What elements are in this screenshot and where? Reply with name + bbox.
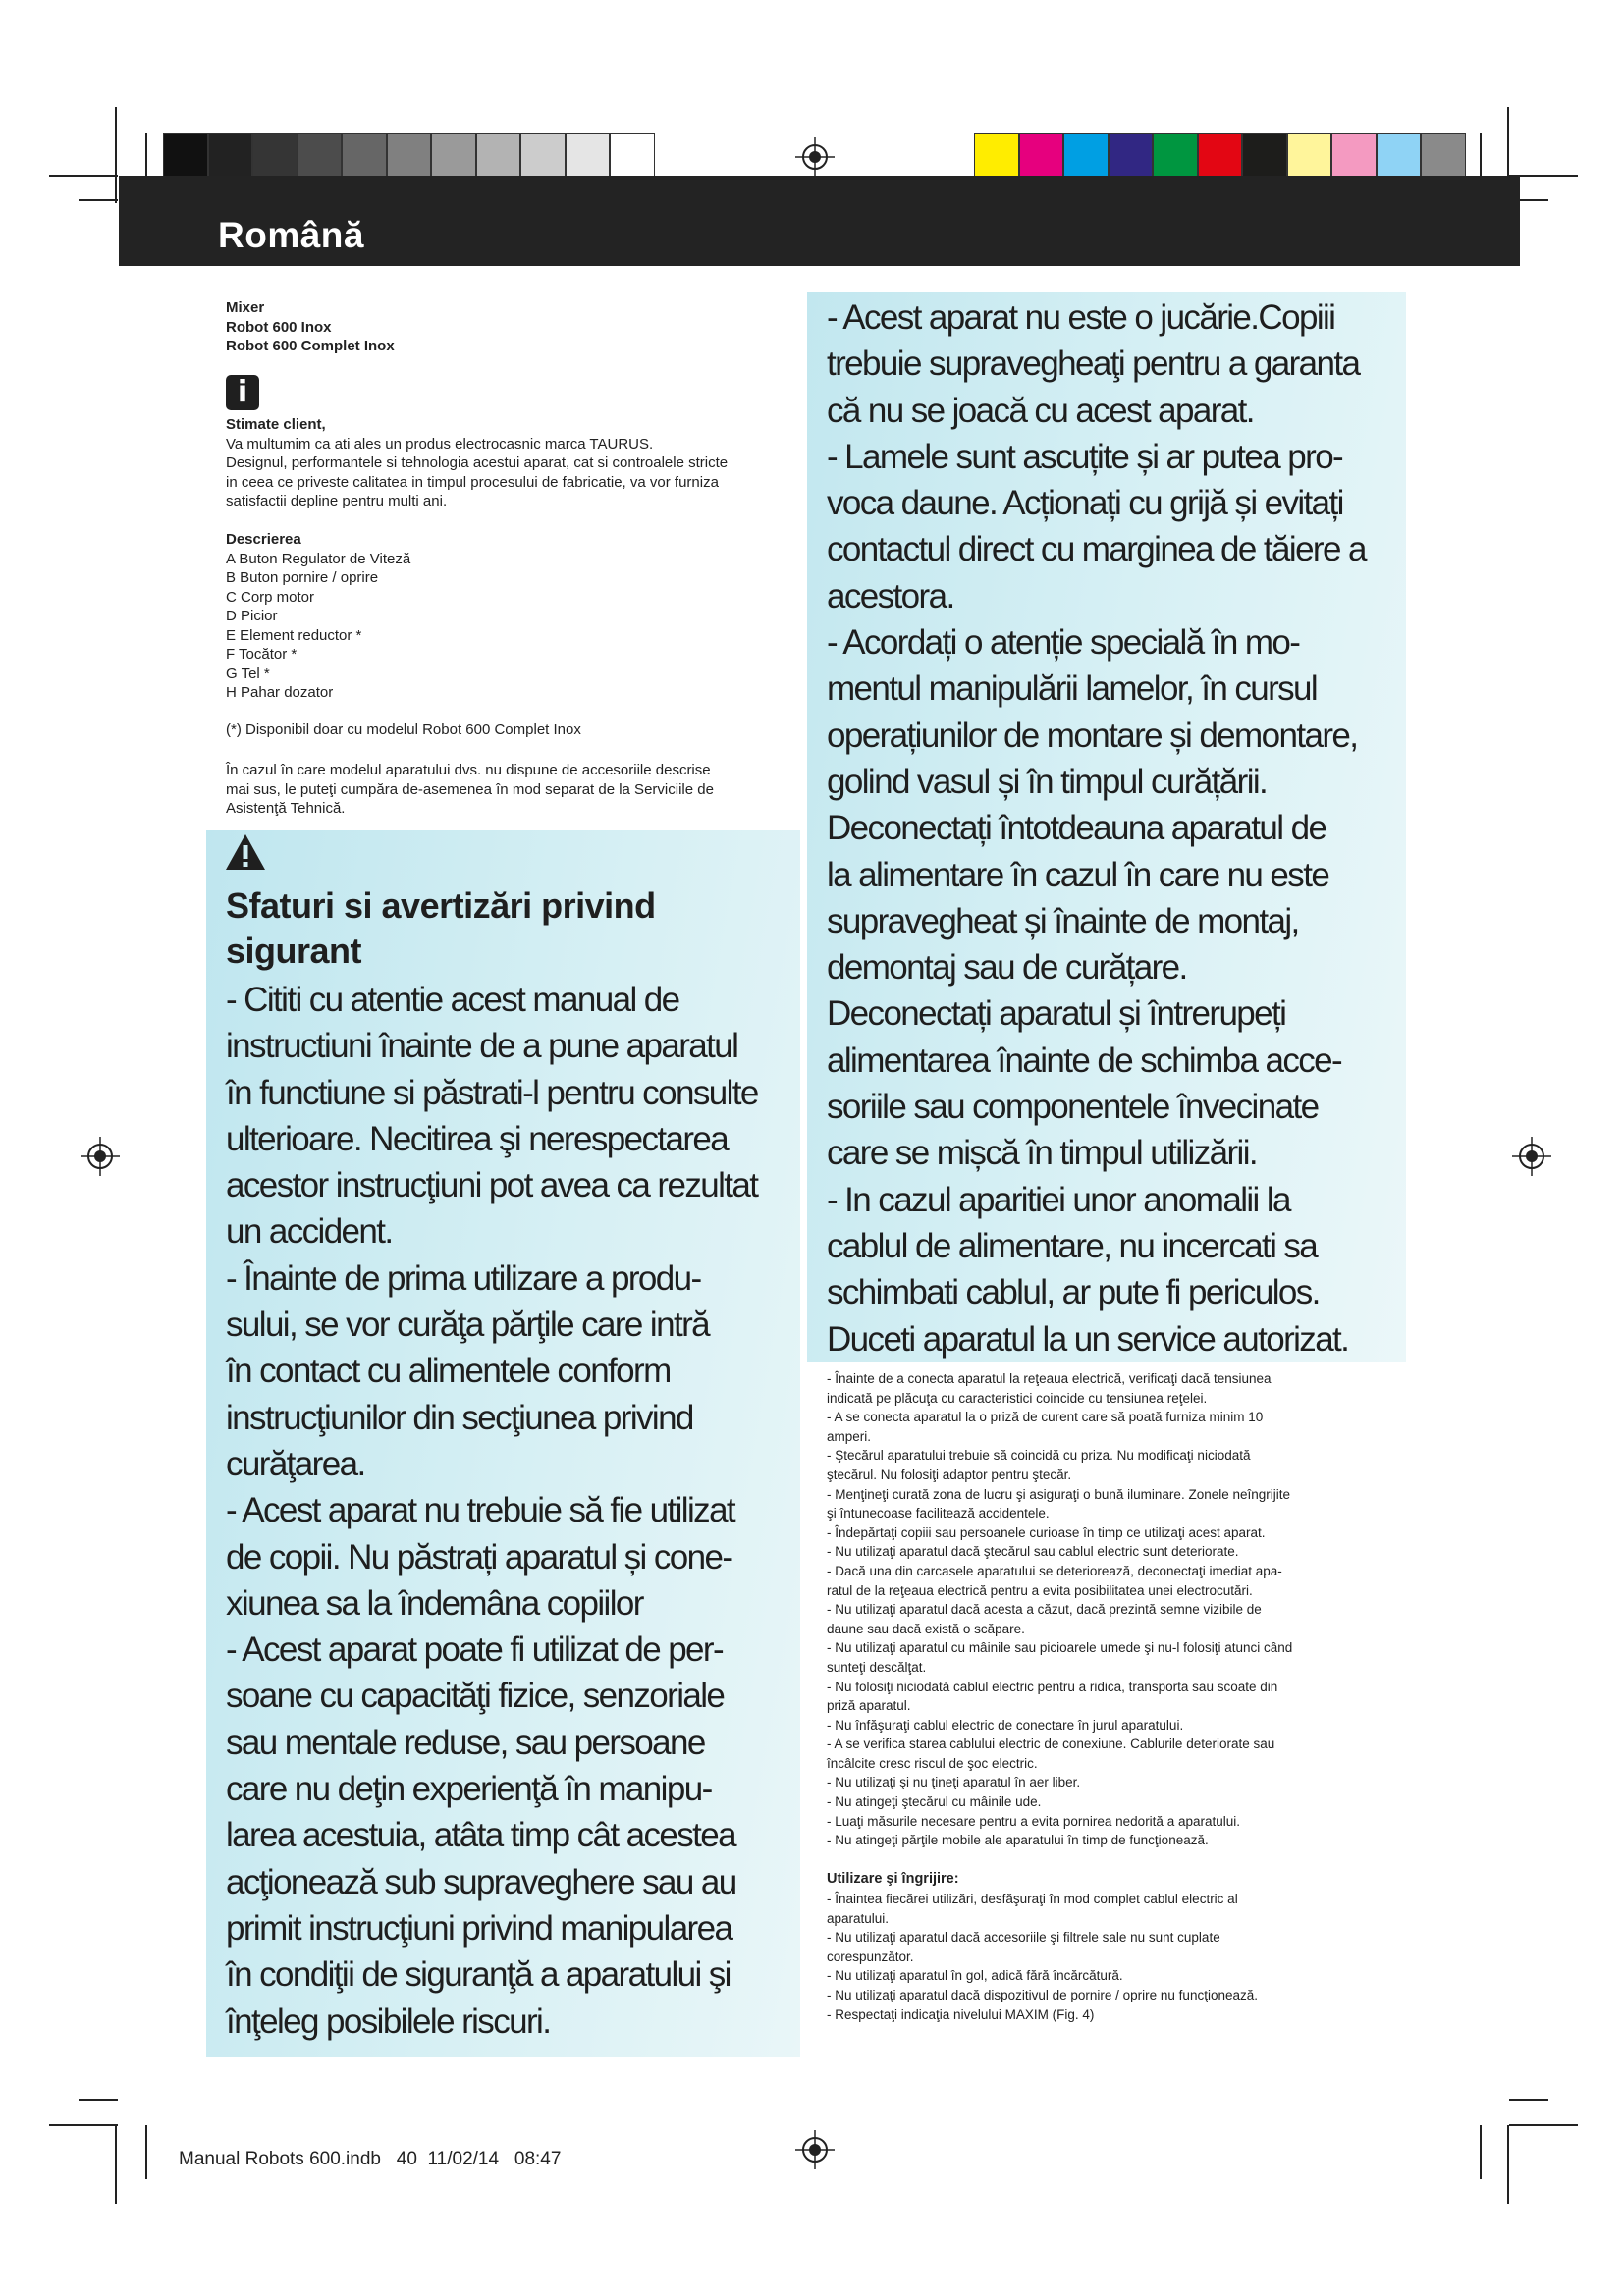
safety-line: mentul manipulării lamelor, în cursul	[827, 669, 1318, 709]
safety-line: Duceti aparatul la un service autorizat.	[827, 1319, 1349, 1359]
color-swatch	[477, 134, 520, 179]
usage-line: aparatului.	[827, 1910, 890, 1926]
safety-line: supravegheat și înainte de montaj,	[827, 901, 1299, 940]
note-line: Asistenţă Tehnică.	[226, 800, 346, 817]
warning-line: - Nu atingeţi părţile mobile ale aparatului în timp de funcţionează.	[827, 1833, 1209, 1848]
warning-line: - Ştecărul aparatului trebuie să coincidă cu priza. Nu modificaţi niciodată	[827, 1448, 1251, 1464]
safety-line: demontaj sau de curățare.	[827, 948, 1187, 988]
warning-line: - Înainte de a conecta aparatul la reţeaua electrică, verificaţi dacă tensiunea	[827, 1371, 1272, 1386]
safety-line: - Acest aparat nu trebuie să fie utilizat	[226, 1491, 735, 1530]
safety-line: contactul direct cu marginea de tăiere a	[827, 530, 1366, 569]
safety-line: de copii. Nu păstrați aparatul și cone-	[226, 1537, 732, 1576]
safety-line: care se mișcă în timpul utilizării.	[827, 1134, 1258, 1173]
warning-line: încâlcite cresc riscul de şoc electric.	[827, 1755, 1038, 1771]
warning-line: ratul de la reţeaua electrică pentru a evita posibilitatea unei electrocutări.	[827, 1582, 1253, 1598]
color-swatch	[388, 134, 431, 179]
color-swatch	[1378, 134, 1421, 179]
color-swatch	[1243, 134, 1286, 179]
section-title: Română	[218, 215, 364, 255]
usage-line: corespunzător.	[827, 1949, 914, 1964]
usage-list	[827, 1890, 1258, 2024]
safety-line: instructiuni înainte de a pune aparatul	[226, 1027, 738, 1066]
description-item: G Tel *	[226, 665, 270, 682]
usage-line: - Nu utilizaţi aparatul dacă accesoriile şi filtrele sale nu sunt cuplate	[827, 1930, 1220, 1946]
warning-line: - Dacă una din carcasele aparatului se deteriorează, deconectaţi imediat apa-	[827, 1563, 1282, 1578]
safety-line: sului, se vor curăţa părţile care intră	[226, 1306, 710, 1345]
color-swatch	[1110, 134, 1153, 179]
safety-line: operațiunilor de montare și demontare,	[827, 716, 1358, 755]
safety-line: - Acest aparat nu este o jucărie.Copiii	[827, 298, 1335, 337]
description-footnote: (*) Disponibil doar cu modelul Robot 600 Complet Inox	[226, 721, 581, 738]
warning-line: - Luaţi măsurile necesare pentru a evita pornirea nedorită a aparatului.	[827, 1813, 1240, 1829]
usage-line: - Nu utilizaţi aparatul dacă dispozitivul de pornire / oprire nu funcţionează.	[827, 1987, 1258, 2002]
crop-mark	[79, 199, 118, 201]
description-item: F Tocător *	[226, 646, 298, 663]
section-header	[119, 176, 1520, 266]
safety-line: alimentarea înainte de schimba acce-	[827, 1041, 1342, 1080]
warning-line: amperi.	[827, 1428, 872, 1444]
accessories-note	[226, 761, 714, 819]
color-swatch	[1064, 134, 1108, 179]
safety-text-right	[827, 294, 1366, 1362]
safety-line: acţionează sub supraveghere sau au	[226, 1862, 736, 1901]
warning-line: - Nu atingeţi ştecărul cu mâinile ude.	[827, 1794, 1042, 1810]
intro-line: satisfactii depline pentru multi ani.	[226, 493, 448, 509]
description-block	[226, 530, 410, 703]
safety-line: soane cu capacităţi fizice, senzoriale	[226, 1677, 725, 1716]
safety-line: - Acordați o atenție specială în mo-	[827, 623, 1300, 663]
safety-line: - Acest aparat poate fi utilizat de per-	[226, 1630, 724, 1670]
safety-line: schimbati cablul, ar pute fi periculos.	[827, 1273, 1320, 1312]
description-title: Descrierea	[226, 531, 301, 548]
safety-line: instrucţiunilor din secţiunea privind	[226, 1398, 693, 1437]
intro-text	[226, 415, 728, 511]
color-swatch	[1154, 134, 1197, 179]
color-swatch	[1199, 134, 1242, 179]
warning-line: - A se conecta aparatul la o priză de curent care să poată furniza minim 10	[827, 1410, 1264, 1425]
description-item: A Buton Regulator de Viteză	[226, 550, 411, 567]
safety-line: la alimentare în cazul în care nu este	[827, 855, 1329, 894]
safety-line: care nu deţin experienţă în manipu-	[226, 1770, 712, 1809]
safety-line: ulterioare. Necitirea şi nerespectarea	[226, 1119, 729, 1158]
registration-mark-icon	[795, 2130, 835, 2169]
safety-line: sau mentale reduse, sau persoane	[226, 1723, 705, 1762]
color-swatch	[209, 134, 252, 179]
usage-line: - Înaintea fiecărei utilizări, desfăşuraţi în mod complet cablul electric al	[827, 1892, 1238, 1906]
safety-line: un accident.	[226, 1212, 393, 1252]
safety-line: primit instrucţiuni privind manipularea	[226, 1908, 732, 1948]
intro-line: Va multumim ca ati ales un produs electrocasnic marca TAURUS.	[226, 435, 654, 453]
print-slug: Manual Robots 600.indb 40 11/02/14 08:47	[179, 2149, 562, 2169]
description-list	[226, 550, 410, 703]
safety-line: trebuie supravegheaţi pentru a garanta	[827, 345, 1360, 384]
safety-line: acestora.	[827, 576, 954, 615]
warning-line: sunteţi descălţat.	[827, 1659, 927, 1675]
color-swatch	[432, 134, 475, 179]
crop-mark	[1507, 2125, 1509, 2204]
safety-line: xiunea sa la îndemâna copiilor	[226, 1583, 643, 1623]
crop-mark	[1509, 2099, 1548, 2101]
safety-line: în functiune si păstrati-l pentru consulte	[226, 1073, 758, 1112]
usage-title: Utilizare şi îngrijire:	[827, 1871, 959, 1887]
warning-line: - Nu utilizaţi aparatul dacă ştecărul sau cablul electric sunt deteriorate.	[827, 1544, 1239, 1560]
safety-line: larea acestuia, atâta timp cât acestea	[226, 1816, 735, 1855]
intro-line: Designul, performantele si tehnologia acestui aparat, cat si controalele stricte	[226, 454, 729, 471]
color-swatch	[611, 134, 654, 179]
color-swatch	[253, 134, 297, 179]
safety-line: că nu se joacă cu acest aparat.	[827, 391, 1254, 430]
intro-paragraph	[226, 435, 728, 511]
safety-line: acestor instrucţiuni pot avea ca rezultat	[226, 1166, 758, 1205]
color-swatch	[567, 134, 610, 179]
safety-line: - Lamele sunt ascuțite și ar putea pro-	[827, 437, 1343, 476]
safety-line: curăţarea.	[226, 1444, 365, 1483]
warning-line: - Nu utilizaţi aparatul cu mâinile sau picioarele umede şi nu-l folosiţi atunci când	[827, 1640, 1293, 1656]
warning-line: indicată pe plăcuţa cu caracteristici coincide cu tensiunea reţelei.	[827, 1390, 1208, 1406]
greeting: Stimate client,	[226, 416, 326, 433]
usage-line: - Nu utilizaţi aparatul în gol, adică fără încărcătură.	[827, 1968, 1123, 1984]
safety-line: golind vasul și în timpul curățării.	[827, 762, 1268, 801]
safety-warnings-list	[827, 1369, 1292, 1850]
crop-mark	[1480, 2125, 1482, 2179]
safety-line: soriile sau componentele învecinate	[827, 1088, 1319, 1127]
note-line: mai sus, le puteţi cumpăra de-asemenea în mod separat de la Serviciile de	[226, 780, 714, 798]
safety-line: în condiţii de siguranţă a aparatului şi	[226, 1955, 731, 1995]
warning-line: ştecărul. Nu folosiţi adaptor pentru ştecăr.	[827, 1467, 1072, 1482]
color-swatch	[521, 134, 565, 179]
warning-line: şi întunecoase facilitează accidentele.	[827, 1506, 1050, 1522]
warning-line: - Menţineţi curată zona de lucru şi asiguraţi o bună iluminare. Zonele neîngrijite	[827, 1486, 1291, 1502]
color-swatch	[343, 134, 386, 179]
color-swatch	[975, 134, 1018, 179]
model-list	[226, 298, 395, 356]
crop-mark	[115, 2125, 117, 2204]
color-swatch	[1422, 134, 1465, 179]
safety-line: - Înainte de prima utilizare a produ-	[226, 1258, 701, 1298]
info-icon: i	[226, 375, 259, 410]
warning-line: - Nu utilizaţi şi nu ţineţi aparatul în aer liber.	[827, 1775, 1081, 1790]
registration-mark-icon	[1512, 1137, 1551, 1176]
note-line: În cazul în care modelul aparatului dvs. nu dispune de accesoriile descrise	[226, 762, 711, 778]
usage-line: - Respectaţi indicaţia nivelului MAXIM (Fig. 4)	[827, 2006, 1095, 2022]
warning-line: - A se verifica starea cablului electric de conexiune. Cablurile deteriorate sau	[827, 1736, 1275, 1752]
color-swatch	[164, 134, 207, 179]
crop-mark	[1509, 2124, 1578, 2126]
crop-mark	[49, 175, 118, 177]
safety-line: voca daune. Acționați cu grijă și evitați	[827, 484, 1343, 523]
crop-mark	[145, 2125, 147, 2179]
color-swatch	[1288, 134, 1331, 179]
model-line: Robot 600 Inox	[226, 318, 332, 336]
safety-line: - Cititi cu atentie acest manual de	[226, 981, 679, 1019]
color-swatch	[1020, 134, 1063, 179]
warning-line: daune sau dacă există o scăpare.	[827, 1621, 1025, 1636]
warning-icon	[224, 832, 267, 872]
warning-line: - Nu înfăşuraţi cablul electric de conectare în jurul aparatului.	[827, 1717, 1184, 1733]
safety-title-line: sigurant	[226, 931, 362, 971]
color-swatch	[298, 134, 342, 179]
safety-title	[226, 883, 795, 974]
warning-line: - Nu utilizaţi aparatul dacă acesta a căzut, dacă prezintă semne vizibile de	[827, 1602, 1262, 1618]
model-line: Robot 600 Complet Inox	[226, 338, 395, 354]
safety-line: în contact cu alimentele conform	[226, 1352, 671, 1391]
description-item: C Corp motor	[226, 588, 315, 606]
model-line: Mixer	[226, 299, 265, 316]
description-item: E Element reductor *	[226, 626, 362, 644]
safety-text-left	[226, 977, 758, 2045]
safety-title-line: Sfaturi si avertizări privind	[226, 885, 656, 926]
registration-mark-icon	[81, 1137, 120, 1176]
warning-line: - Nu folosiţi niciodată cablul electric pentru a ridica, transporta sau scoate din	[827, 1679, 1278, 1694]
crop-mark	[115, 107, 117, 203]
intro-line: in ceea ce priveste calitatea in timpul procesului de fabricatie, va vor furniza	[226, 473, 719, 491]
registration-mark-icon	[795, 137, 835, 177]
safety-line: cablul de alimentare, nu incercati sa	[827, 1226, 1318, 1265]
safety-line: înţeleg posibilele riscuri.	[226, 2002, 551, 2041]
description-item: D Picior	[226, 608, 278, 624]
color-swatch	[1332, 134, 1376, 179]
safety-line: Deconectați aparatul și întrerupeți	[827, 994, 1286, 1034]
crop-mark	[49, 2124, 118, 2126]
warning-line: priză aparatul.	[827, 1698, 911, 1714]
safety-line: Deconectați întotdeauna aparatul de	[827, 809, 1326, 848]
warning-line: - Îndepărtaţi copiii sau persoanele curioase în timp ce utilizaţi acest aparat.	[827, 1524, 1266, 1540]
crop-mark	[79, 2099, 118, 2101]
description-item: H Pahar dozator	[226, 684, 334, 701]
description-item: B Buton pornire / oprire	[226, 569, 379, 586]
safety-line: - In cazul aparitiei unor anomalii la	[827, 1180, 1290, 1219]
